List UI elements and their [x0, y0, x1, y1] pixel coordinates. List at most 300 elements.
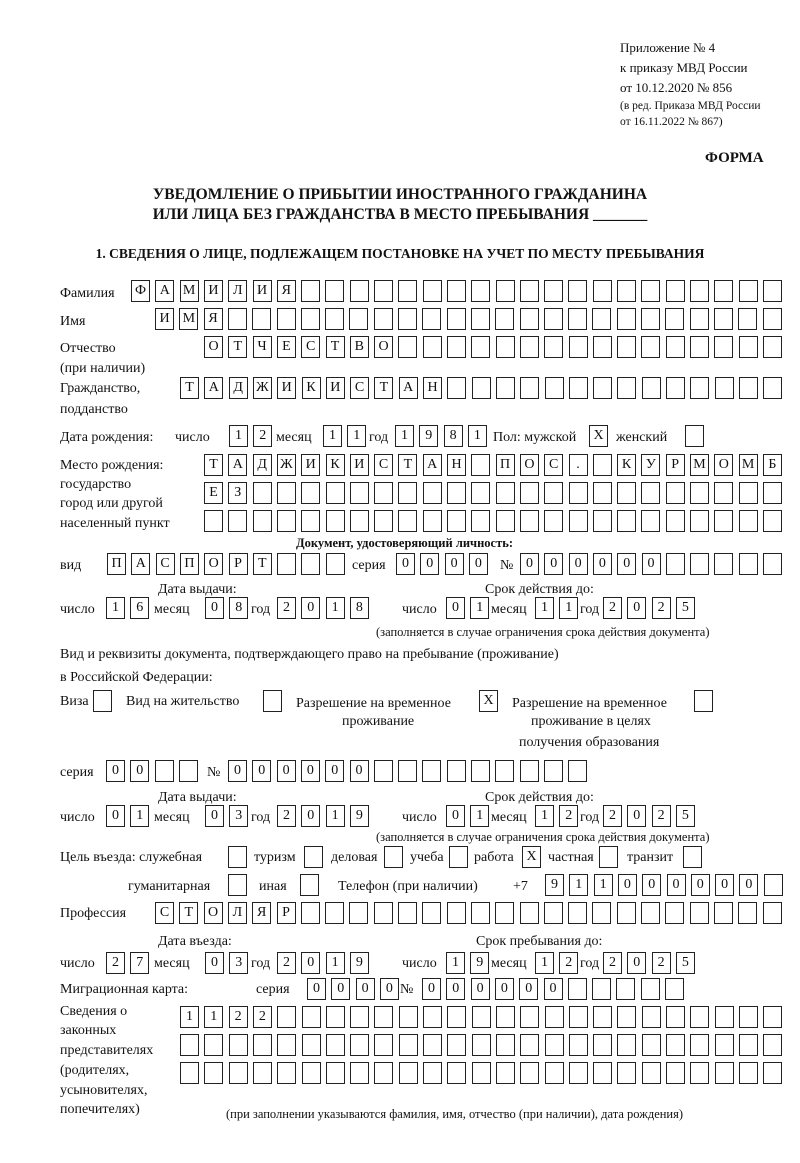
char-box[interactable] — [617, 902, 636, 924]
char-box[interactable] — [690, 510, 709, 532]
char-box[interactable] — [326, 510, 345, 532]
char-box[interactable] — [374, 1062, 393, 1084]
char-box[interactable]: М — [179, 308, 198, 330]
char-box[interactable] — [204, 1034, 223, 1056]
char-box[interactable]: 0 — [301, 952, 320, 974]
char-box[interactable] — [715, 377, 734, 399]
char-box[interactable]: 2 — [253, 425, 272, 447]
char-box[interactable]: 9 — [470, 952, 489, 974]
char-box[interactable] — [593, 336, 612, 358]
char-box[interactable] — [253, 510, 272, 532]
char-box[interactable]: Т — [204, 454, 223, 476]
char-box[interactable] — [349, 308, 368, 330]
char-box[interactable] — [496, 336, 515, 358]
char-box[interactable] — [252, 308, 271, 330]
char-box[interactable] — [496, 377, 515, 399]
checkbox[interactable] — [93, 690, 112, 712]
char-box[interactable] — [399, 1034, 418, 1056]
char-box[interactable] — [520, 1034, 539, 1056]
char-box[interactable]: 0 — [569, 553, 588, 575]
char-box[interactable] — [471, 308, 490, 330]
char-box[interactable]: 0 — [301, 760, 320, 782]
char-box[interactable]: 0 — [445, 553, 464, 575]
char-box[interactable] — [277, 1006, 296, 1028]
char-box[interactable] — [690, 280, 709, 302]
char-box[interactable] — [350, 1006, 369, 1028]
char-box[interactable] — [398, 280, 417, 302]
char-box[interactable]: Р — [666, 454, 685, 476]
checkbox[interactable] — [449, 846, 468, 868]
char-box[interactable]: О — [520, 454, 539, 476]
char-box[interactable] — [301, 553, 320, 575]
char-box[interactable]: А — [131, 553, 150, 575]
char-box[interactable]: С — [374, 454, 393, 476]
char-box[interactable]: 8 — [229, 597, 248, 619]
char-box[interactable]: 2 — [277, 805, 296, 827]
char-box[interactable] — [204, 510, 223, 532]
char-box[interactable] — [616, 978, 635, 1000]
char-box[interactable]: И — [155, 308, 174, 330]
char-box[interactable] — [374, 1034, 393, 1056]
char-box[interactable]: 0 — [420, 553, 439, 575]
char-box[interactable]: 2 — [652, 597, 671, 619]
char-box[interactable] — [399, 1062, 418, 1084]
char-box[interactable] — [641, 308, 660, 330]
char-box[interactable] — [714, 482, 733, 504]
char-box[interactable]: 6 — [130, 597, 149, 619]
char-box[interactable] — [569, 1062, 588, 1084]
char-box[interactable]: О — [204, 336, 223, 358]
char-box[interactable]: К — [617, 454, 636, 476]
char-box[interactable] — [301, 510, 320, 532]
char-box[interactable]: 5 — [676, 597, 695, 619]
char-box[interactable]: И — [301, 454, 320, 476]
char-box[interactable]: 0 — [691, 874, 710, 896]
char-box[interactable] — [763, 1062, 782, 1084]
char-box[interactable] — [180, 1062, 199, 1084]
char-box[interactable] — [617, 482, 636, 504]
char-box[interactable] — [398, 336, 417, 358]
char-box[interactable]: С — [544, 454, 563, 476]
char-box[interactable] — [690, 1062, 709, 1084]
char-box[interactable]: 1 — [326, 805, 345, 827]
char-box[interactable] — [447, 377, 466, 399]
char-box[interactable]: 0 — [106, 805, 125, 827]
char-box[interactable] — [763, 510, 782, 532]
char-box[interactable] — [326, 1062, 345, 1084]
char-box[interactable]: 1 — [470, 805, 489, 827]
char-box[interactable] — [350, 280, 369, 302]
char-box[interactable] — [471, 454, 490, 476]
char-box[interactable] — [520, 336, 539, 358]
char-box[interactable]: 0 — [446, 805, 465, 827]
char-box[interactable] — [642, 1062, 661, 1084]
checkbox[interactable] — [683, 846, 702, 868]
char-box[interactable]: 0 — [422, 978, 441, 1000]
char-box[interactable] — [277, 482, 296, 504]
char-box[interactable] — [447, 308, 466, 330]
char-box[interactable] — [277, 510, 296, 532]
char-box[interactable]: А — [228, 454, 247, 476]
char-box[interactable]: 0 — [106, 760, 125, 782]
char-box[interactable] — [447, 760, 466, 782]
char-box[interactable] — [593, 377, 612, 399]
char-box[interactable] — [763, 377, 782, 399]
char-box[interactable] — [763, 482, 782, 504]
char-box[interactable]: 8 — [444, 425, 463, 447]
char-box[interactable] — [666, 336, 685, 358]
char-box[interactable] — [714, 336, 733, 358]
char-box[interactable] — [302, 1034, 321, 1056]
char-box[interactable] — [690, 308, 709, 330]
char-box[interactable]: 0 — [350, 760, 369, 782]
char-box[interactable]: 3 — [229, 952, 248, 974]
checkbox[interactable]: X — [589, 425, 608, 447]
char-box[interactable] — [690, 1034, 709, 1056]
char-box[interactable]: А — [204, 377, 223, 399]
char-box[interactable] — [544, 308, 563, 330]
char-box[interactable]: 0 — [627, 952, 646, 974]
char-box[interactable]: 0 — [739, 874, 758, 896]
char-box[interactable] — [496, 510, 515, 532]
char-box[interactable] — [593, 1034, 612, 1056]
char-box[interactable]: 2 — [603, 952, 622, 974]
char-box[interactable] — [764, 874, 783, 896]
char-box[interactable] — [714, 902, 733, 924]
char-box[interactable] — [593, 280, 612, 302]
char-box[interactable] — [642, 1034, 661, 1056]
char-box[interactable] — [398, 510, 417, 532]
char-box[interactable] — [423, 280, 442, 302]
char-box[interactable]: 0 — [307, 978, 326, 1000]
char-box[interactable]: С — [301, 336, 320, 358]
char-box[interactable]: Д — [229, 377, 248, 399]
char-box[interactable]: 8 — [350, 597, 369, 619]
checkbox[interactable] — [304, 846, 323, 868]
char-box[interactable] — [447, 336, 466, 358]
char-box[interactable] — [472, 1006, 491, 1028]
char-box[interactable]: Я — [204, 308, 223, 330]
char-box[interactable]: 0 — [617, 553, 636, 575]
char-box[interactable] — [253, 1034, 272, 1056]
char-box[interactable] — [763, 1034, 782, 1056]
char-box[interactable]: 0 — [130, 760, 149, 782]
char-box[interactable]: И — [204, 280, 223, 302]
checkbox[interactable] — [263, 690, 282, 712]
char-box[interactable] — [593, 482, 612, 504]
char-box[interactable]: А — [423, 454, 442, 476]
char-box[interactable] — [472, 377, 491, 399]
char-box[interactable]: 0 — [446, 978, 465, 1000]
char-box[interactable]: Т — [253, 553, 272, 575]
char-box[interactable] — [738, 308, 757, 330]
char-box[interactable] — [666, 1062, 685, 1084]
char-box[interactable] — [374, 760, 393, 782]
char-box[interactable]: Р — [277, 902, 296, 924]
char-box[interactable] — [544, 280, 563, 302]
char-box[interactable]: 1 — [594, 874, 613, 896]
char-box[interactable]: 0 — [642, 553, 661, 575]
char-box[interactable]: Ф — [131, 280, 150, 302]
char-box[interactable]: 0 — [469, 553, 488, 575]
char-box[interactable] — [447, 482, 466, 504]
char-box[interactable] — [738, 902, 757, 924]
char-box[interactable] — [447, 280, 466, 302]
char-box[interactable] — [349, 902, 368, 924]
char-box[interactable] — [617, 336, 636, 358]
checkbox[interactable]: X — [522, 846, 541, 868]
char-box[interactable] — [423, 482, 442, 504]
char-box[interactable] — [666, 1006, 685, 1028]
char-box[interactable] — [301, 280, 320, 302]
char-box[interactable] — [690, 377, 709, 399]
char-box[interactable]: 2 — [559, 952, 578, 974]
char-box[interactable] — [495, 308, 514, 330]
char-box[interactable] — [301, 902, 320, 924]
char-box[interactable]: 1 — [106, 597, 125, 619]
char-box[interactable] — [714, 510, 733, 532]
char-box[interactable] — [325, 902, 344, 924]
char-box[interactable]: И — [253, 280, 272, 302]
checkbox[interactable] — [599, 846, 618, 868]
char-box[interactable]: . — [569, 454, 588, 476]
char-box[interactable] — [569, 510, 588, 532]
char-box[interactable]: 0 — [277, 760, 296, 782]
char-box[interactable] — [544, 510, 563, 532]
char-box[interactable]: Я — [277, 280, 296, 302]
char-box[interactable]: 0 — [446, 597, 465, 619]
char-box[interactable] — [374, 280, 393, 302]
char-box[interactable]: 3 — [229, 805, 248, 827]
char-box[interactable]: 1 — [535, 597, 554, 619]
char-box[interactable] — [617, 1062, 636, 1084]
char-box[interactable] — [520, 902, 539, 924]
char-box[interactable]: Л — [228, 902, 247, 924]
char-box[interactable] — [325, 280, 344, 302]
char-box[interactable] — [155, 760, 174, 782]
char-box[interactable]: 1 — [535, 952, 554, 974]
char-box[interactable] — [495, 902, 514, 924]
char-box[interactable] — [496, 1034, 515, 1056]
char-box[interactable] — [374, 482, 393, 504]
char-box[interactable]: З — [228, 482, 247, 504]
char-box[interactable]: К — [326, 454, 345, 476]
char-box[interactable] — [229, 1034, 248, 1056]
char-box[interactable]: П — [496, 454, 515, 476]
char-box[interactable]: 0 — [205, 597, 224, 619]
char-box[interactable] — [569, 1006, 588, 1028]
char-box[interactable] — [545, 1006, 564, 1028]
char-box[interactable] — [398, 482, 417, 504]
char-box[interactable] — [423, 510, 442, 532]
char-box[interactable] — [228, 308, 247, 330]
char-box[interactable] — [472, 1034, 491, 1056]
char-box[interactable]: 2 — [652, 952, 671, 974]
char-box[interactable] — [423, 1034, 442, 1056]
char-box[interactable] — [641, 336, 660, 358]
checkbox[interactable] — [228, 874, 247, 896]
char-box[interactable]: М — [739, 454, 758, 476]
char-box[interactable] — [641, 510, 660, 532]
char-box[interactable] — [617, 1034, 636, 1056]
char-box[interactable] — [739, 377, 758, 399]
char-box[interactable] — [496, 1006, 515, 1028]
char-box[interactable] — [374, 510, 393, 532]
char-box[interactable]: 1 — [569, 874, 588, 896]
char-box[interactable]: 0 — [301, 805, 320, 827]
char-box[interactable]: П — [107, 553, 126, 575]
char-box[interactable]: 2 — [603, 597, 622, 619]
char-box[interactable] — [350, 1034, 369, 1056]
char-box[interactable]: 1 — [470, 597, 489, 619]
checkbox[interactable] — [300, 874, 319, 896]
char-box[interactable] — [666, 280, 685, 302]
char-box[interactable] — [422, 760, 441, 782]
char-box[interactable] — [739, 1006, 758, 1028]
char-box[interactable] — [666, 482, 685, 504]
char-box[interactable]: 0 — [205, 952, 224, 974]
char-box[interactable]: О — [204, 902, 223, 924]
char-box[interactable] — [569, 482, 588, 504]
char-box[interactable] — [471, 336, 490, 358]
char-box[interactable]: 1 — [229, 425, 248, 447]
char-box[interactable] — [763, 336, 782, 358]
char-box[interactable]: 0 — [627, 805, 646, 827]
char-box[interactable]: С — [155, 902, 174, 924]
char-box[interactable]: Ж — [277, 454, 296, 476]
char-box[interactable] — [471, 280, 490, 302]
char-box[interactable]: 2 — [229, 1006, 248, 1028]
char-box[interactable] — [326, 1034, 345, 1056]
char-box[interactable] — [422, 308, 441, 330]
char-box[interactable] — [592, 308, 611, 330]
char-box[interactable] — [447, 1062, 466, 1084]
char-box[interactable] — [302, 1006, 321, 1028]
char-box[interactable] — [568, 978, 587, 1000]
char-box[interactable] — [325, 308, 344, 330]
char-box[interactable]: 0 — [627, 597, 646, 619]
checkbox[interactable] — [685, 425, 704, 447]
char-box[interactable]: 0 — [325, 760, 344, 782]
char-box[interactable] — [350, 482, 369, 504]
char-box[interactable]: А — [399, 377, 418, 399]
char-box[interactable] — [568, 760, 587, 782]
char-box[interactable] — [472, 1062, 491, 1084]
char-box[interactable] — [520, 482, 539, 504]
char-box[interactable] — [398, 308, 417, 330]
char-box[interactable] — [715, 1062, 734, 1084]
char-box[interactable] — [496, 280, 515, 302]
char-box[interactable] — [593, 1006, 612, 1028]
char-box[interactable]: 0 — [228, 760, 247, 782]
char-box[interactable] — [302, 1062, 321, 1084]
char-box[interactable] — [423, 336, 442, 358]
char-box[interactable] — [690, 902, 709, 924]
char-box[interactable]: 1 — [180, 1006, 199, 1028]
char-box[interactable]: О — [204, 553, 223, 575]
char-box[interactable] — [665, 308, 684, 330]
char-box[interactable]: Б — [763, 454, 782, 476]
checkbox[interactable] — [384, 846, 403, 868]
char-box[interactable] — [641, 978, 660, 1000]
char-box[interactable] — [326, 553, 345, 575]
char-box[interactable] — [301, 308, 320, 330]
char-box[interactable]: 0 — [331, 978, 350, 1000]
char-box[interactable] — [666, 1034, 685, 1056]
char-box[interactable]: 1 — [326, 597, 345, 619]
char-box[interactable] — [593, 510, 612, 532]
char-box[interactable]: 0 — [519, 978, 538, 1000]
char-box[interactable]: П — [180, 553, 199, 575]
char-box[interactable] — [447, 510, 466, 532]
char-box[interactable]: Р — [229, 553, 248, 575]
char-box[interactable] — [569, 336, 588, 358]
char-box[interactable] — [179, 760, 198, 782]
char-box[interactable] — [739, 1062, 758, 1084]
char-box[interactable]: 1 — [446, 952, 465, 974]
char-box[interactable] — [374, 902, 393, 924]
char-box[interactable]: 0 — [667, 874, 686, 896]
char-box[interactable] — [423, 1062, 442, 1084]
char-box[interactable] — [496, 482, 515, 504]
char-box[interactable] — [447, 902, 466, 924]
char-box[interactable] — [544, 482, 563, 504]
char-box[interactable] — [763, 308, 782, 330]
char-box[interactable] — [229, 1062, 248, 1084]
char-box[interactable] — [374, 308, 393, 330]
char-box[interactable]: Л — [228, 280, 247, 302]
char-box[interactable] — [471, 902, 490, 924]
char-box[interactable]: У — [641, 454, 660, 476]
char-box[interactable] — [301, 482, 320, 504]
char-box[interactable]: Н — [423, 377, 442, 399]
char-box[interactable]: 1 — [323, 425, 342, 447]
char-box[interactable] — [739, 1034, 758, 1056]
char-box[interactable] — [763, 553, 782, 575]
char-box[interactable] — [641, 482, 660, 504]
char-box[interactable]: 1 — [326, 952, 345, 974]
char-box[interactable] — [568, 308, 587, 330]
char-box[interactable]: 2 — [652, 805, 671, 827]
char-box[interactable] — [569, 1034, 588, 1056]
char-box[interactable] — [617, 377, 636, 399]
char-box[interactable]: И — [326, 377, 345, 399]
char-box[interactable] — [398, 760, 417, 782]
char-box[interactable] — [545, 1062, 564, 1084]
char-box[interactable] — [568, 902, 587, 924]
char-box[interactable] — [642, 377, 661, 399]
char-box[interactable] — [544, 902, 563, 924]
char-box[interactable] — [569, 377, 588, 399]
checkbox[interactable] — [694, 690, 713, 712]
char-box[interactable]: 0 — [593, 553, 612, 575]
char-box[interactable]: Ж — [253, 377, 272, 399]
char-box[interactable] — [665, 978, 684, 1000]
char-box[interactable] — [520, 308, 539, 330]
char-box[interactable]: 7 — [130, 952, 149, 974]
char-box[interactable]: 1 — [468, 425, 487, 447]
char-box[interactable] — [617, 1006, 636, 1028]
char-box[interactable] — [471, 482, 490, 504]
char-box[interactable] — [471, 760, 490, 782]
char-box[interactable]: 1 — [395, 425, 414, 447]
char-box[interactable] — [739, 510, 758, 532]
char-box[interactable]: М — [180, 280, 199, 302]
char-box[interactable]: 0 — [301, 597, 320, 619]
char-box[interactable]: 0 — [471, 978, 490, 1000]
char-box[interactable]: Н — [447, 454, 466, 476]
char-box[interactable] — [545, 377, 564, 399]
